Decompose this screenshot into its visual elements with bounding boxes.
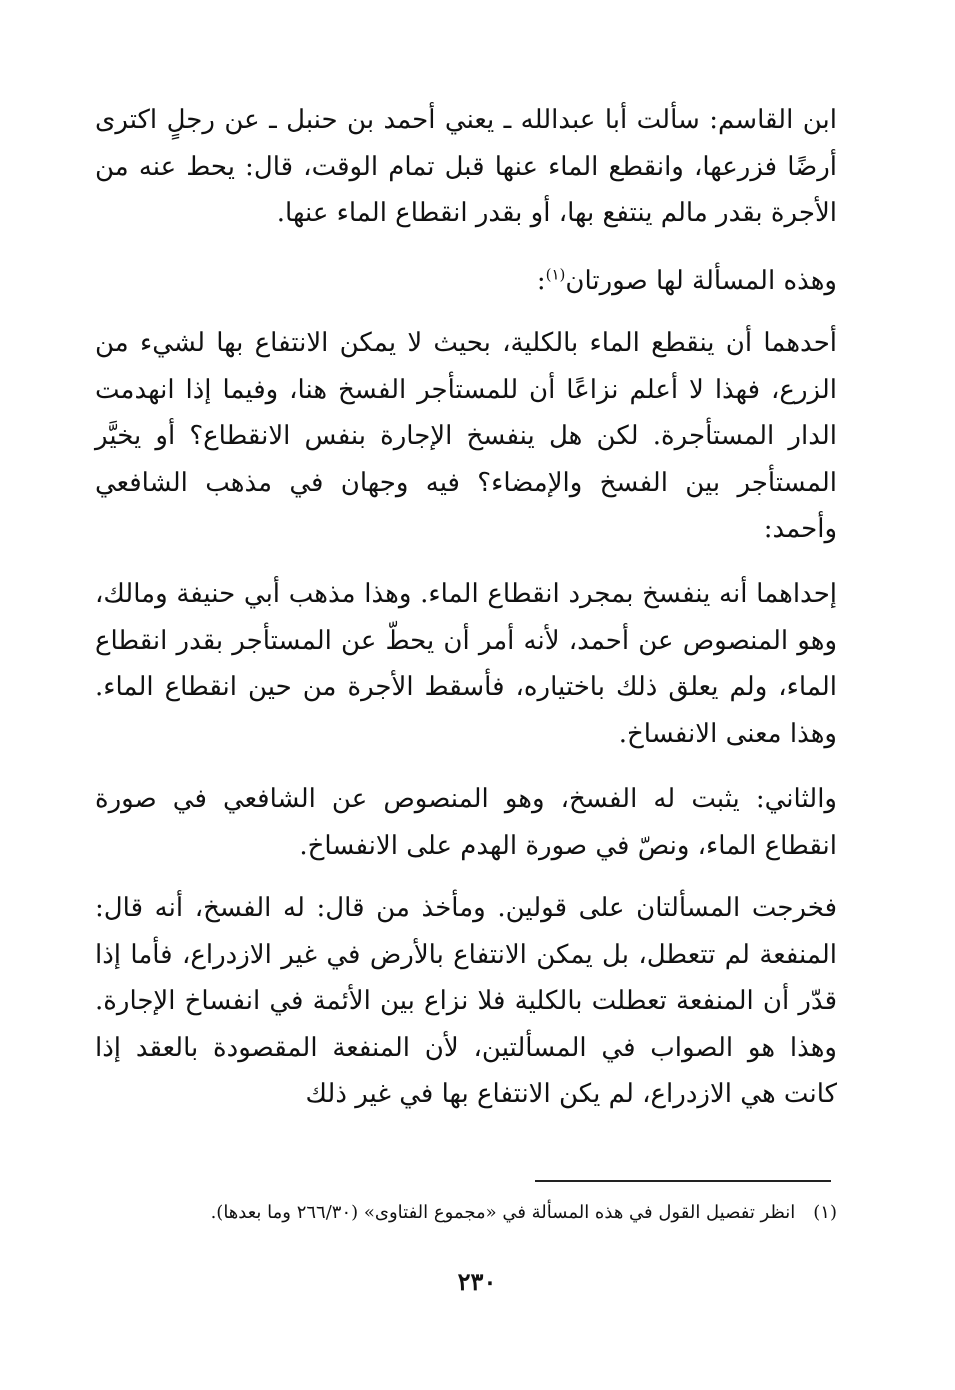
- paragraph-two-forms: [95, 258, 887, 305]
- footnote: [95, 1198, 837, 1228]
- paragraph-second-view: والثاني: يثبت له الفسخ، وهو المنصوص عن الشافعي في صورة انقطاع الماء، ونصّ في صورة الهدم على الانفساخ.: [95, 784, 837, 861]
- paragraph-first-form: أحدهما أن ينقطع الماء بالكلية، بحيث لا يمكن الانتفاع بها لشيء من الزرع، فهذا لا أعلم نزاعًا أن للمستأجر الفسخ هنا، وفيما إذا انهدمت الدار المستأجرة. لكن هل ينفسخ الإجارة بنفس الانقطاع؟ أو يخيَّر المستأجر بين الفسخ والإمضاء؟ فيه وجهان في مذهب الشافعي وأحمد:: [95, 328, 837, 544]
- paragraph-two-forms-text: وهذه المسألة لها صورتان: [565, 266, 837, 296]
- footnote-marker[interactable]: (١): [545, 265, 566, 284]
- footnote-text: انظر تفصيل القول في هذه المسألة في «مجموع الفتاوى» (٢٦٦/٣٠ وما بعدها).: [210, 1202, 796, 1223]
- paragraph-two-forms-colon: :: [536, 266, 546, 296]
- paragraph-first-view: إحداهما أنه ينفسخ بمجرد انقطاع الماء. وهذا مذهب أبي حنيفة ومالك، وهو المنصوص عن أحمد، لأنه أمر أن يحطّ عن المستأجر بقدر انقطاع الماء، ولم يعلق ذلك باختياره، فأسقط الأجرة من حين انقطاع الماء. وهذا معنى الانفساخ.: [95, 579, 837, 749]
- paragraph-ibn-alqasim: ابن القاسم: سألت أبا عبدالله ـ يعني أحمد بن حنبل ـ عن رجلٍ اكترى أرضًا فزرعها، وانقطع الماء عنها قبل تمام الوقت، قال: يحط عنه من الأجرة بقدر مالم ينتفع بها، أو بقدر انقطاع الماء عنها.: [95, 105, 837, 228]
- footnote-number: (١): [813, 1202, 837, 1223]
- page-number: ٢٣٠: [457, 1267, 497, 1296]
- paragraph-conclusion: فخرجت المسألتان على قولين. ومأخذ من قال: له الفسخ، أنه قال: المنفعة لم تتعطل، بل يمكن الانتفاع بالأرض في غير الازدراع، فأما إذا قدّر أن المنفعة تعطلت بالكلية فلا نزاع بين الأئمة في انفساخ الإجارة. وهذا هو الصواب في المسألتين، لأن المنفعة المقصودة بالعقد إذا كانت هي الازدراع، لم يكن الانتفاع بها في غير ذلك: [95, 893, 837, 1109]
- footnote-separator: [535, 1180, 831, 1182]
